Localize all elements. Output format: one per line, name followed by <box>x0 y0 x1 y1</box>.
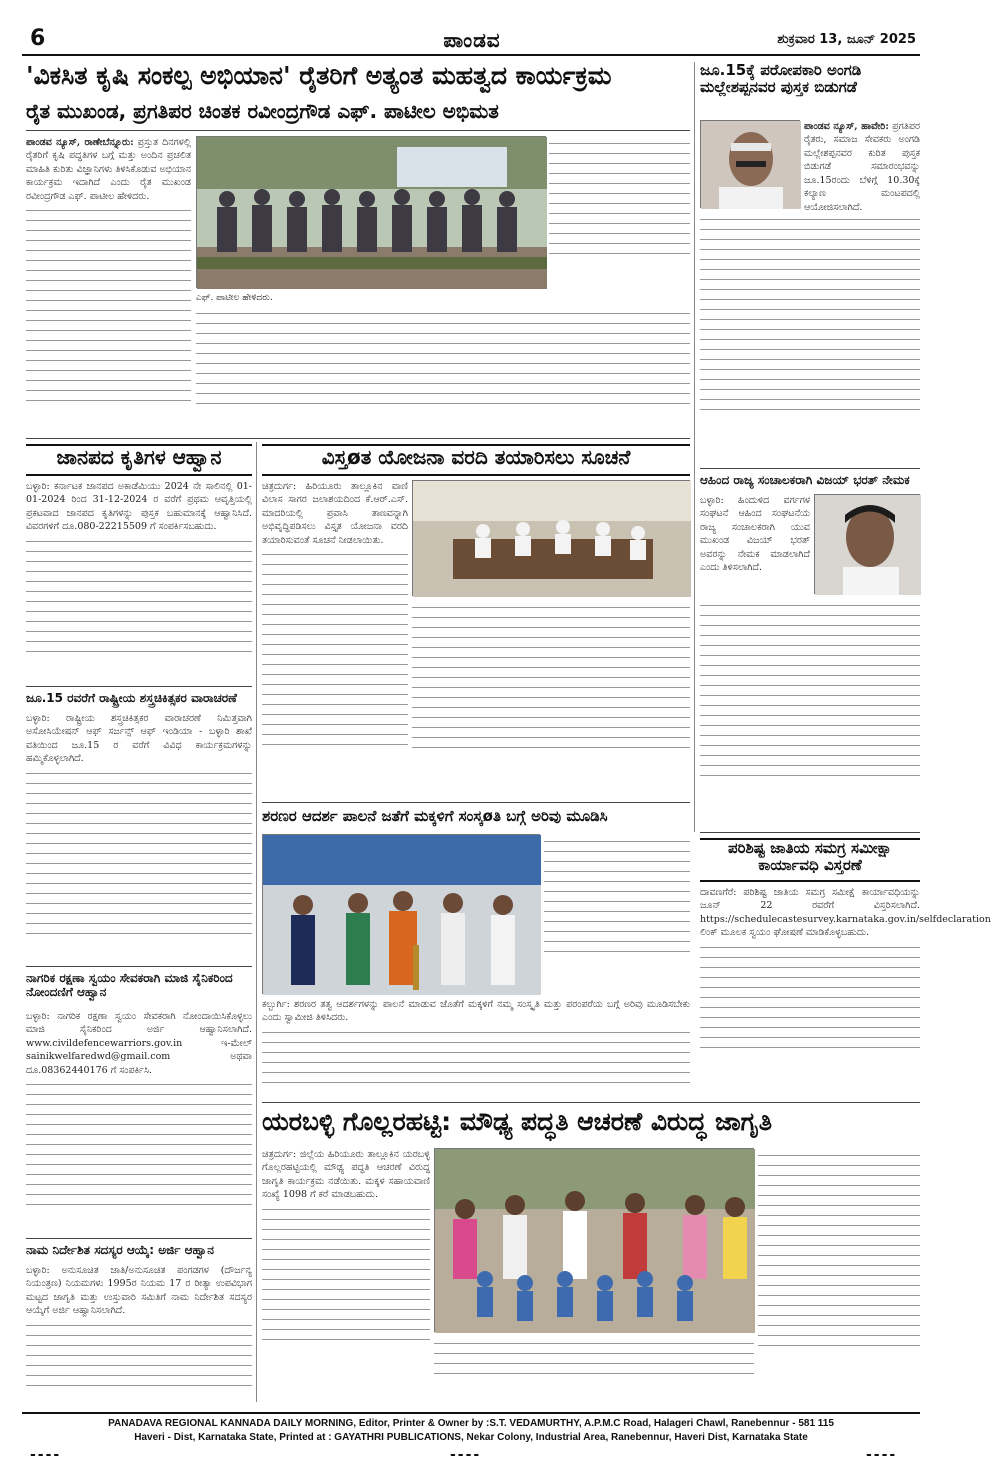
janapada-body-block <box>26 480 252 680</box>
children-awareness-photo <box>434 1148 754 1332</box>
nagarika-body-block <box>26 1010 252 1232</box>
divider <box>26 130 690 131</box>
krishi-headline: 'ವಿಕಸಿತ ಕೃಷಿ ಸಂಕಲ್ಪ ಅಭಿಯಾನ' ರೈತರಿಗೆ ಅತ್ಯಂತ ಮಹತ್ವದ ಕಾರ್ಯಕ್ರಮ <box>26 61 612 90</box>
nama-body: ಬಳ್ಳಾರಿ: ಅನುಸೂಚಿತ ಜಾತಿ/ಅನುಸೂಚಿತ ಪಂಗಡಗಳ (ದೌರ್ಜನ್ಯ ನಿಯಂತ್ರಣ) ನಿಯಮಗಳು 1995ರ ನಿಯಮ 17 ರ ರೀತ್ಯಾ ಉಪವಿಭಾಗ ಮಟ್ಟದ ಜಾಗೃತಿ ಮತ್ತು ಉಸ್ತುವಾರಿ ಸಮಿತಿಗೆ ನಾಮ ನಿರ್ದೇಶಿತ ಸದಸ್ಯರ ಆಯ್ಕೆಗೆ ಅರ್ಜಿ ಆಹ್ವಾನಿಸಲಾಗಿದೆ. <box>26 1265 252 1317</box>
mallesh-portrait <box>700 120 800 208</box>
paropakari-body: ಪ್ರಗತಿಪರ ರೈತರು, ಸಮಾಜ ಸೇವಕರು ಅಂಗಡಿ ಮಲ್ಲೇಶಪ್ಪನವರ ಕುರಿತ ಪುಸ್ತಕ ಬಿಡುಗಡೆ ಸಮಾರಂಭವನ್ನು ಜೂ.15ರಂದು ಬೆಳಿಗ್ಗೆ 10.30ಕ್ಕೆ ಕಲ್ಯಾಣ ಮಂಟಪದಲ್ಲಿ ಆಯೋಜಿಸಲಾಗಿದೆ. <box>804 121 920 213</box>
sharana-event-photo <box>262 834 540 994</box>
column-divider <box>694 62 695 832</box>
footer-dash-right: ---- <box>866 1447 898 1463</box>
paropakari-body-main <box>700 212 920 462</box>
gollarahatti-body-col1 <box>262 1148 430 1406</box>
meeting-photo <box>412 480 690 596</box>
meeting-image <box>413 481 691 597</box>
krishi-body-bottom <box>196 306 690 432</box>
yojana-body-col2 <box>412 600 690 796</box>
imprint-line-1: PANADAVA REGIONAL KANNADA DAILY MORNING, Editor, Printer & Owner by :S.T. VEDAMURTHY, A.P.M.C Road, Halageri Chawl, Ranebennur - 581 115 <box>108 1418 834 1429</box>
krishi-photo-caption: ಎಫ್. ಪಾಟೀಲ ಹೇಳಿದರು. <box>196 293 273 303</box>
gollarahatti-body-col3 <box>758 1148 920 1406</box>
nagarika-body: ಬಳ್ಳಾರಿ: ನಾಗರಿಕ ರಕ್ಷಣಾ ಸ್ವಯಂ ಸೇವಕರಾಗಿ ನೋಂದಾಯಿಸಿಕೊಳ್ಳಲು ಮಾಜಿ ಸೈನಿಕರಿಂದ ಅರ್ಜಿ ಆಹ್ವಾನಿಸಲಾಗಿದೆ. www.civildefencewarriors.gov.in ಇ-ಮೇಲ್ sainikwelfaredwd@gmail.com ಅಥವಾ ದೂ.08362440176 ಗೆ ಸಂಪರ್ಕಿಸಿ. <box>26 1011 252 1076</box>
divider <box>26 966 252 967</box>
paropakari-dateline: ಪಾಂಡವ ನ್ಯೂಸ್, ಹಾವೇರಿ: <box>804 121 889 132</box>
page-number: 6 <box>30 26 46 51</box>
divider <box>700 468 920 469</box>
vijay-bharath-portrait <box>814 494 920 594</box>
shastra-body: ಬಳ್ಳಾರಿ: ರಾಷ್ಟ್ರೀಯ ಶಸ್ತ್ರಚಿಕಿತ್ಸಕರ ವಾರಾಚರಣೆ ನಿಮಿತ್ತವಾಗಿ ಅಸೋಸಿಯೇಷನ್ ಆಫ್ ಸರ್ಜನ್ಸ್ ಆಫ್ ಇಂಡಿಯಾ - ಬಳ್ಳಾರಿ ಶಾಖೆ ವತಿಯಿಂದ ಜೂ.15 ರ ವರೆಗೆ ವಿವಿಧ ಕಾರ್ಯಕ್ರಮಗಳನ್ನು ಹಮ್ಮಿಕೊಳ್ಳಲಾಗಿದೆ. <box>26 713 252 765</box>
paropakari-headline: ಜೂ.15ಕ್ಕೆ ಪರೋಪಕಾರಿ ಅಂಗಡಿ ಮಲ್ಲೇಶಪ್ಪನವರ ಪುಸ್ತಕ ಬಿಡುಗಡೆ <box>700 61 862 97</box>
nagarika-headline: ನಾಗರಿಕ ರಕ್ಷಣಾ ಸ್ವಯಂ ಸೇವಕರಾಗಿ ಮಾಜಿ ಸೈನಿಕರಿಂದ ನೋಂದಣಿಗೆ ಆಹ್ವಾನ <box>26 971 233 999</box>
sharana-body-side <box>544 834 690 994</box>
krishi-body-col3 <box>549 136 690 292</box>
sharana-headline: ಶರಣರ ಆದರ್ಶ ಪಾಲನೆ ಜತೆಗೆ ಮಕ್ಕಳಿಗೆ ಸಂಸ್ಕøತಿ ಬಗ್ಗೆ ಅರಿವು ಮೂಡಿಸಿ <box>262 807 608 825</box>
paropakari-body-side <box>804 120 920 213</box>
krishi-event-photo <box>196 136 546 288</box>
lamp-lighting-image <box>263 835 541 995</box>
issue-date: ಶುಕ್ರವಾರ 13, ಜೂನ್ 2025 <box>777 32 916 47</box>
sharana-body-bottom <box>262 998 690 1098</box>
footer-dash-left: ---- <box>30 1447 62 1463</box>
rajya-body: ಬಳ್ಳಾರಿ: ಹಿಂದುಳಿದ ವರ್ಗಗಳ ಸಂಘಟನೆ ಆಹಿಂದ ಸಂಘಟನೆಯ ರಾಜ್ಯ ಸಂಚಾಲಕರಾಗಿ ಯುವ ಮುಖಂಡ ವಿಜಯ್ ಭರತ್ ಅವರನ್ನು ನೇಮಕ ಮಾಡಲಾಗಿದೆ ಎಂದು ತಿಳಿಸಲಾಗಿದೆ. <box>700 495 810 574</box>
divider <box>262 1102 920 1103</box>
krishi-subhead: ರೈತ ಮುಖಂಡ, ಪ್ರಗತಿಪರ ಚಿಂತಕ ರವೀಂದ್ರಗೌಡ ಎಫ್. ಪಾಟೀಲ ಅಭಿಮತ <box>26 99 499 123</box>
nama-headline: ನಾಮ ನಿರ್ದೇಶಿತ ಸದಸ್ಯರ ಆಯ್ಕೆ: ಅರ್ಜಿ ಆಹ್ವಾನ <box>26 1243 214 1257</box>
yojana-body: ಚಿತ್ರದುರ್ಗ: ಹಿರಿಯೂರು ತಾಲ್ಲೂಕಿನ ವಾಣಿ ವಿಲಾಸ ಸಾಗರ ಜಲಾಶಯದಿಂದ ಕೆ.ಆರ್.ಎಸ್. ಮಾದರಿಯಲ್ಲಿ ಪ್ರವಾಸಿ ತಾಣವನ್ನಾಗಿ ಅಭಿವೃದ್ಧಿಪಡಿಸಲು ವಿಸ್ತೃತ ಯೋಜನಾ ವರದಿ ತಯಾರಿಸುವಂತೆ ಸೂಚನೆ ನೀಡಲಾಯಿತು. <box>262 481 408 546</box>
footer-dash-mid: ---- <box>450 1447 482 1463</box>
gollarahatti-headline: ಯರಬಳ್ಳಿ ಗೊಲ್ಲರಹಟ್ಟಿ: ಮೌಢ್ಯ ಪದ್ಧತಿ ಆಚರಣೆ ವಿರುದ್ಧ ಜಾಗೃತಿ <box>262 1107 772 1136</box>
divider <box>26 1238 252 1239</box>
shastra-body-block <box>26 712 252 960</box>
krishi-dateline: ಪಾಂಡವ ನ್ಯೂಸ್, ರಾಣೇಬೆನ್ನೂರು: <box>26 137 134 148</box>
divider <box>26 438 690 439</box>
parishishta-body: ದಾವಣಗೆರೆ: ಪರಿಶಿಷ್ಟ ಜಾತಿಯ ಸಮಗ್ರ ಸಮೀಕ್ಷೆ ಕಾರ್ಯಾವಧಿಯನ್ನು ಜೂನ್ 22 ರವರೆಗೆ ವಿಸ್ತರಿಸಲಾಗಿದೆ. https://schedulecastesurvey.karnataka.gov.in/selfdeclaration ಲಿಂಕ್ ಮೂಲಕ ಸ್ವಯಂ ಘೋಷಣೆ ಮಾಡಿಕೊಳ್ಳಬಹುದು. <box>700 887 991 939</box>
portrait-image <box>815 495 921 595</box>
krishi-body: ಪ್ರಸ್ತುತ ದಿನಗಳಲ್ಲಿ ರೈತರಿಗೆ ಕೃಷಿ ಪದ್ಧತಿಗಳ ಬಗ್ಗೆ ಮತ್ತು ಅಂದಿನ ಪ್ರಚಲಿತ ಮಾಹಿತಿ ಕುರಿತು ವಿಜ್ಞಾನಿಗಳು ತಿಳಿಸಿಕೊಡುವ ಅಭಿಯಾನ ಕಾರ್ಯಕ್ರಮ ಇದಾಗಿದೆ ಎಂದು ರೈತ ಮುಖಂಡ ರವೀಂದ್ರಗೌಡ ಎಫ್. ಪಾಟೀಲ ಹೇಳಿದರು. <box>26 137 191 202</box>
masthead <box>22 26 920 56</box>
group-photo-image <box>197 137 547 289</box>
janapada-headline: ಜಾನಪದ ಕೃತಿಗಳ ಆಹ್ವಾನ <box>26 444 252 476</box>
divider <box>26 686 252 687</box>
rajya-headline: ಆಹಿಂದ ರಾಜ್ಯ ಸಂಚಾಲಕರಾಗಿ ವಿಜಯ್ ಭರತ್ ನೇಮಕ <box>700 473 910 487</box>
gollarahatti-body-bottom <box>434 1336 754 1406</box>
krishi-body-col1 <box>26 136 191 436</box>
sharana-body: ಕಲ್ಬುರ್ಗಿ: ಶರಣರ ತತ್ವ ಆದರ್ಶಗಳನ್ನು ಪಾಲನೆ ಮಾಡುವ ಜೊತೆಗೆ ಮಕ್ಕಳಿಗೆ ನಮ್ಮ ಸಂಸ್ಕೃತಿ ಮತ್ತು ಪರಂಪರೆಯ ಬಗ್ಗೆ ಅರಿವು ಮೂಡಿಸಬೇಕು ಎಂದು ಸ್ವಾಮೀಜಿ ತಿಳಿಸಿದರು. <box>262 999 690 1024</box>
parishishta-headline: ಪರಿಶಿಷ್ಟ ಜಾತಿಯ ಸಮಗ್ರ ಸಮೀಕ್ಷಾ ಕಾರ್ಯಾವಧಿ ವಿಸ್ತರಣೆ <box>700 838 920 882</box>
children-group-image <box>435 1149 755 1333</box>
imprint-footer <box>22 1412 920 1444</box>
rajya-body-main <box>700 598 920 828</box>
parishishta-body-block <box>700 886 991 1098</box>
divider <box>700 832 920 833</box>
yojana-headline: ವಿಸ್ತøತ ಯೋಜನಾ ವರದಿ ತಯಾರಿಸಲು ಸೂಚನೆ <box>262 444 690 476</box>
column-divider <box>256 442 257 1402</box>
nama-body-block <box>26 1264 252 1406</box>
janapada-body: ಬಳ್ಳಾರಿ: ಕರ್ನಾಟಕ ಜಾನಪದ ಅಕಾಡೆಮಿಯು 2024 ನೇ ಸಾಲಿನಲ್ಲಿ 01-01-2024 ರಿಂದ 31-12-2024 ರ ವರೆಗೆ ಪ್ರಥಮ ಆವೃತ್ತಿಯಲ್ಲಿ ಪ್ರಕಟವಾದ ಜಾನಪದ ಕೃತಿಗಳನ್ನು ಪುಸ್ತಕ ಬಹುಮಾನಕ್ಕೆ ಆಹ್ವಾನಿಸಿದೆ. ವಿವರಗಳಿಗೆ ದೂ.080-22215509 ಗೆ ಸಂಪರ್ಕಿಸಬಹುದು. <box>26 481 252 533</box>
shastra-headline: ಜೂ.15 ರವರೆಗೆ ರಾಷ್ಟ್ರೀಯ ಶಸ್ತ್ರಚಿಕಿತ್ಸಕರ ವಾರಾಚರಣೆ <box>26 691 237 705</box>
rajya-body-side <box>700 494 810 594</box>
newspaper-title: ಪಾಂಡವ <box>443 28 501 52</box>
portrait-image <box>701 121 801 209</box>
divider <box>262 802 690 803</box>
gollarahatti-body: ಚಿತ್ರದುರ್ಗ: ಜಿಲ್ಲೆಯ ಹಿರಿಯೂರು ತಾಲ್ಲೂಕಿನ ಯರಬಳ್ಳಿ ಗೊಲ್ಲರಹಟ್ಟಿಯಲ್ಲಿ ಮೌಢ್ಯ ಪದ್ಧತಿ ಆಚರಣೆ ವಿರುದ್ಧ ಜಾಗೃತಿ ಕಾರ್ಯಕ್ರಮ ನಡೆಯಿತು. ಮಕ್ಕಳ ಸಹಾಯವಾಣಿ ಸಂಖ್ಯೆ 1098 ಗೆ ಕರೆ ಮಾಡಬಹುದು. <box>262 1149 430 1201</box>
imprint-line-2: Haveri - Dist, Karnataka State, Printed at : GAYATHRI PUBLICATIONS, Nekar Colony, Industrial Area, Ranebennur, Haveri Dist, Karnataka State <box>134 1431 808 1443</box>
yojana-body-col1 <box>262 480 408 796</box>
